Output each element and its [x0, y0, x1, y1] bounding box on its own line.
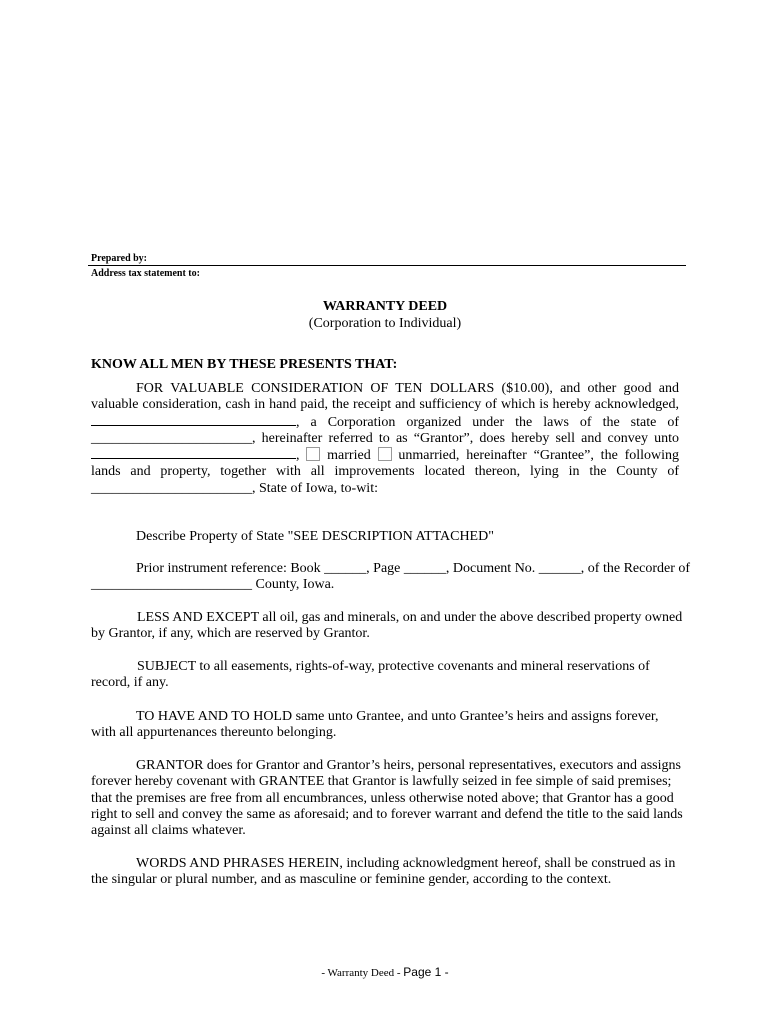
prior-instrument	[91, 561, 691, 594]
address-tax-label: Address tax statement to:	[91, 268, 200, 279]
subject-line-2: record, if any.	[91, 675, 169, 691]
less-except-line-1: LESS AND EXCEPT all oil, gas and minerals, on and under the above described property owned	[137, 610, 683, 625]
words-line-1: WORDS AND PHRASES HEREIN, including acknowledgment hereof, shall be construed as in	[136, 856, 676, 871]
prior-county-blank[interactable]: _______________________	[91, 577, 252, 593]
grantor-line-5: against all claims whatever.	[91, 823, 246, 839]
consideration-line-7: _______________________, State of Iowa, to-wit:	[91, 480, 378, 496]
describe-property: Describe Property of State "SEE DESCRIPTION ATTACHED"	[136, 529, 494, 544]
consideration-line-3: , a Corporation organized under the laws of the state of	[91, 414, 679, 431]
grantor-line-1: GRANTOR does for Grantor and Grantor’s heirs, personal representatives, executors and assigns	[136, 758, 681, 773]
grantee-name-blank[interactable]	[91, 447, 296, 459]
consideration-line-1: FOR VALUABLE CONSIDERATION OF TEN DOLLARS ($10.00), and other good and	[136, 381, 679, 396]
consideration-paragraph	[91, 381, 679, 497]
county-blank[interactable]: _______________________	[91, 480, 252, 496]
state-blank[interactable]: _______________________	[91, 430, 252, 446]
header-divider	[88, 265, 686, 266]
prior-line-2: _______________________ County, Iowa.	[91, 577, 335, 593]
footer-doc-name: - Warranty Deed -	[321, 967, 404, 979]
less-except-line-2: by Grantor, if any, which are reserved by Grantor.	[91, 626, 370, 642]
to-have-line-1: TO HAVE AND TO HOLD same unto Grantee, and unto Grantee’s heirs and assigns forever,	[136, 709, 659, 724]
married-label: married	[327, 448, 371, 464]
document-title: WARRANTY DEED	[322, 299, 448, 314]
know-all-heading: KNOW ALL MEN BY THESE PRESENTS THAT:	[91, 357, 398, 372]
document-subtitle: (Corporation to Individual)	[308, 316, 462, 331]
unmarried-checkbox[interactable]	[378, 447, 392, 461]
to-have-line-2: with all appurtenances thereunto belonging.	[91, 725, 337, 741]
grantor-covenant-paragraph	[91, 758, 683, 839]
grantor-name-blank[interactable]	[91, 414, 296, 426]
words-line-2: the singular or plural number, and as masculine or feminine gender, according to the context.	[91, 872, 612, 888]
page-footer	[0, 965, 770, 979]
consideration-line-6: lands and property, together with all improvements located thereon, lying in the County of	[91, 464, 679, 480]
subject-line-1: SUBJECT to all easements, rights-of-way, protective covenants and mineral reservations of	[137, 659, 650, 674]
consideration-line-4: _______________________, hereinafter referred to as “Grantor”, does hereby sell and convey unto	[91, 430, 679, 446]
unmarried-label: unmarried, hereinafter “Grantee”, the following	[398, 448, 680, 464]
footer-page-number: Page 1 -	[403, 965, 449, 979]
subject-paragraph	[91, 659, 679, 692]
consideration-line-5: , married unmarried, hereinafter “Grantee”, the following	[91, 447, 679, 464]
grantor-line-2: forever hereby covenant with GRANTEE that Grantor is lawfully seized in fee simple of said premises;	[91, 774, 672, 790]
grantor-line-4: right to sell and convey the same as aforesaid; and to forever warrant and defend the title to the said lands	[91, 806, 683, 822]
grantor-line-3: that the premises are free from all encumbrances, unless otherwise noted above; that Grantor has a good	[91, 790, 674, 806]
less-except-paragraph	[91, 610, 683, 643]
words-phrases-paragraph	[91, 856, 679, 889]
prepared-by-label: Prepared by:	[91, 253, 148, 264]
consideration-line-2: valuable consideration, cash in hand paid, the receipt and sufficiency of which is hereby acknowledged,	[91, 397, 679, 413]
to-have-paragraph	[91, 709, 679, 742]
prior-line-1: Prior instrument reference: Book ______, Page ______, Document No. ______, of the Recorder of	[136, 561, 691, 576]
married-checkbox[interactable]	[306, 447, 320, 461]
